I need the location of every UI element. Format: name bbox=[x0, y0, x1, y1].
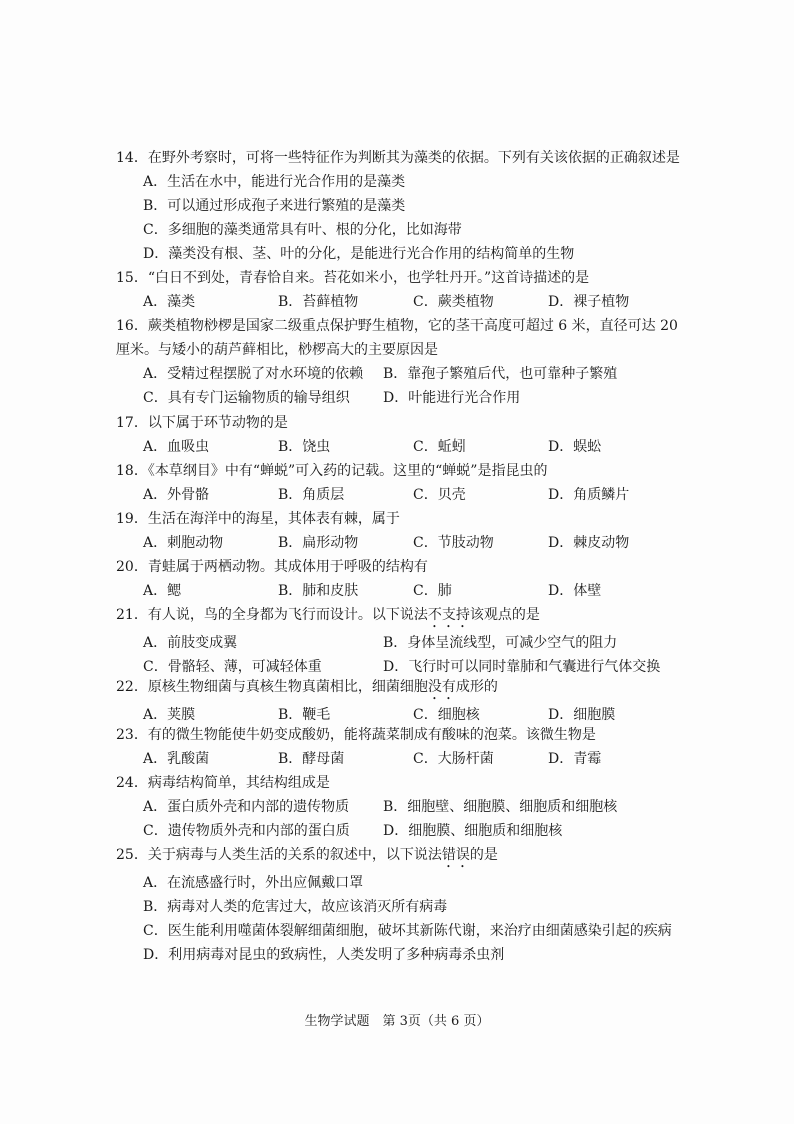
option-d: D．裸子植物 bbox=[548, 294, 630, 310]
question-stem: 18．《本草纲目》中有“蝉蜕”可入药的记载。这里的“蝉蜕”是指昆虫的 bbox=[116, 463, 548, 479]
options-row bbox=[116, 290, 694, 314]
options-row bbox=[116, 531, 694, 555]
question-22 bbox=[116, 675, 694, 727]
question-stem: 20．青蛙属于两栖动物。其成体用于呼吸的结构有 bbox=[116, 559, 428, 575]
question-stem: 23．有的微生物能使牛奶变成酸奶，能将蔬菜制成有酸味的泡菜。该微生物是 bbox=[116, 727, 596, 743]
option-d: D．叶能进行光合作用 bbox=[383, 390, 521, 406]
option-a: A．受精过程摆脱了对水环境的依赖 bbox=[143, 366, 364, 382]
option-b: B．扁形动物 bbox=[278, 535, 359, 551]
option-d: D．棘皮动物 bbox=[548, 535, 630, 551]
question-stem: 16．蕨类植物桫椤是国家二级重点保护野生植物，它的茎干高度可超过 6 米，直径可达 20 厘米。与矮小的葫芦藓相比，桫椤高大的主要原因是 bbox=[116, 318, 678, 358]
option-a: A．乳酸菌 bbox=[143, 751, 210, 767]
options-row bbox=[116, 795, 694, 819]
question-23 bbox=[116, 723, 694, 771]
option-a: A．荚膜 bbox=[143, 707, 196, 723]
options-row bbox=[116, 483, 694, 507]
page-footer: 生物学试题 第 3页（共 6 页） bbox=[304, 1014, 490, 1029]
options-row bbox=[116, 631, 694, 655]
option-b: B．病毒对人类的危害过大，故应该消灭所有病毒 bbox=[143, 899, 448, 915]
question-15 bbox=[116, 266, 694, 314]
option-b: B．可以通过形成孢子来进行繁殖的是藻类 bbox=[143, 198, 406, 214]
option-b: B．角质层 bbox=[278, 487, 345, 503]
question-stem: 22．原核生物细菌与真核生物真菌相比，细菌细胞没有成形的 bbox=[116, 679, 498, 695]
emphasis-text: 错误 bbox=[441, 847, 470, 863]
question-16 bbox=[116, 314, 694, 410]
option-d: D．利用病毒对昆虫的致病性，人类发明了多种病毒杀虫剂 bbox=[143, 947, 505, 963]
options-row bbox=[116, 435, 694, 459]
option-b: B．细胞壁、细胞膜、细胞质和细胞核 bbox=[383, 799, 618, 815]
question-18 bbox=[116, 459, 694, 507]
question-stem: 19．生活在海洋中的海星，其体表有棘，属于 bbox=[116, 511, 400, 527]
option-a: A．蛋白质外壳和内部的遗传物质 bbox=[143, 799, 350, 815]
emphasis-text: 没有 bbox=[427, 679, 456, 695]
option-c: C．肺 bbox=[413, 583, 452, 599]
question-14 bbox=[116, 146, 694, 266]
question-24 bbox=[116, 771, 694, 843]
option-d: D．细胞膜、细胞质和细胞核 bbox=[383, 823, 563, 839]
option-a: A．鳃 bbox=[143, 583, 182, 599]
option-a: A．藻类 bbox=[143, 294, 196, 310]
option-d: D．角质鳞片 bbox=[548, 487, 630, 503]
option-c: C．具有专门运输物质的输导组织 bbox=[143, 390, 350, 406]
option-d: D．蜈蚣 bbox=[548, 439, 602, 455]
option-c: C．节肢动物 bbox=[413, 535, 494, 551]
question-25 bbox=[116, 843, 694, 967]
options-row bbox=[116, 386, 694, 410]
option-d: D．藻类没有根、茎、叶的分化，是能进行光合作用的结构简单的生物 bbox=[143, 246, 575, 262]
option-c: C．蚯蚓 bbox=[413, 439, 466, 455]
option-a: A．血吸虫 bbox=[143, 439, 210, 455]
option-b: B．靠孢子繁殖后代，也可靠种子繁殖 bbox=[383, 366, 618, 382]
option-b: B．酵母菌 bbox=[278, 751, 345, 767]
options-row bbox=[116, 362, 694, 386]
question-21 bbox=[116, 603, 694, 679]
question-stem: 25．关于病毒与人类生活的关系的叙述中，以下说法错误的是 bbox=[116, 847, 498, 863]
question-stem: 24．病毒结构简单，其结构组成是 bbox=[116, 775, 330, 791]
question-stem: 15．“白日不到处，青春恰自来。苔花如米小，也学牡丹开。”这首诗描述的是 bbox=[116, 270, 590, 286]
option-d: D．细胞膜 bbox=[548, 707, 616, 723]
question-stem: 14．在野外考察时，可将一些特征作为判断其为藻类的依据。下列有关该依据的正确叙述是 bbox=[116, 150, 680, 166]
option-c: C．蕨类植物 bbox=[413, 294, 494, 310]
option-a: A．生活在水中，能进行光合作用的是藻类 bbox=[143, 174, 406, 190]
option-a: A．在流感盛行时，外出应佩戴口罩 bbox=[143, 875, 364, 891]
option-a: A．前肢变成翼 bbox=[143, 635, 238, 651]
option-d: D．青霉 bbox=[548, 751, 602, 767]
emphasis-text: 不支持 bbox=[427, 607, 470, 623]
option-c: C．贝壳 bbox=[413, 487, 466, 503]
question-17 bbox=[116, 411, 694, 459]
option-a: A．刺胞动物 bbox=[143, 535, 224, 551]
question-20 bbox=[116, 555, 694, 603]
question-stem: 17．以下属于环节动物的是 bbox=[116, 415, 288, 431]
options-row bbox=[116, 819, 694, 843]
option-d: D．飞行时可以同时靠肺和气囊进行气体交换 bbox=[383, 659, 661, 675]
option-b: B．肺和皮肤 bbox=[278, 583, 359, 599]
option-a: A．外骨骼 bbox=[143, 487, 210, 503]
option-d: D．体壁 bbox=[548, 583, 602, 599]
option-c: C．细胞核 bbox=[413, 707, 480, 723]
option-c: C．医生能利用噬菌体裂解细菌细胞，破坏其新陈代谢，来治疗由细菌感染引起的疾病 bbox=[143, 923, 672, 939]
options-row bbox=[116, 579, 694, 603]
option-b: B．饶虫 bbox=[278, 439, 331, 455]
option-b: B．鞭毛 bbox=[278, 707, 331, 723]
option-c: C．多细胞的藻类通常具有叶、根的分化，比如海带 bbox=[143, 222, 462, 238]
option-b: B．身体呈流线型，可减少空气的阻力 bbox=[383, 635, 618, 651]
option-c: C．遗传物质外壳和内部的蛋白质 bbox=[143, 823, 350, 839]
question-19 bbox=[116, 507, 694, 555]
option-c: C．骨骼轻、薄，可减轻体重 bbox=[143, 659, 322, 675]
options-row bbox=[116, 747, 694, 771]
option-c: C．大肠杆菌 bbox=[413, 751, 494, 767]
option-b: B．苔藓植物 bbox=[278, 294, 359, 310]
question-stem: 21．有人说，鸟的全身都为飞行而设计。以下说法不支持该观点的是 bbox=[116, 607, 540, 623]
